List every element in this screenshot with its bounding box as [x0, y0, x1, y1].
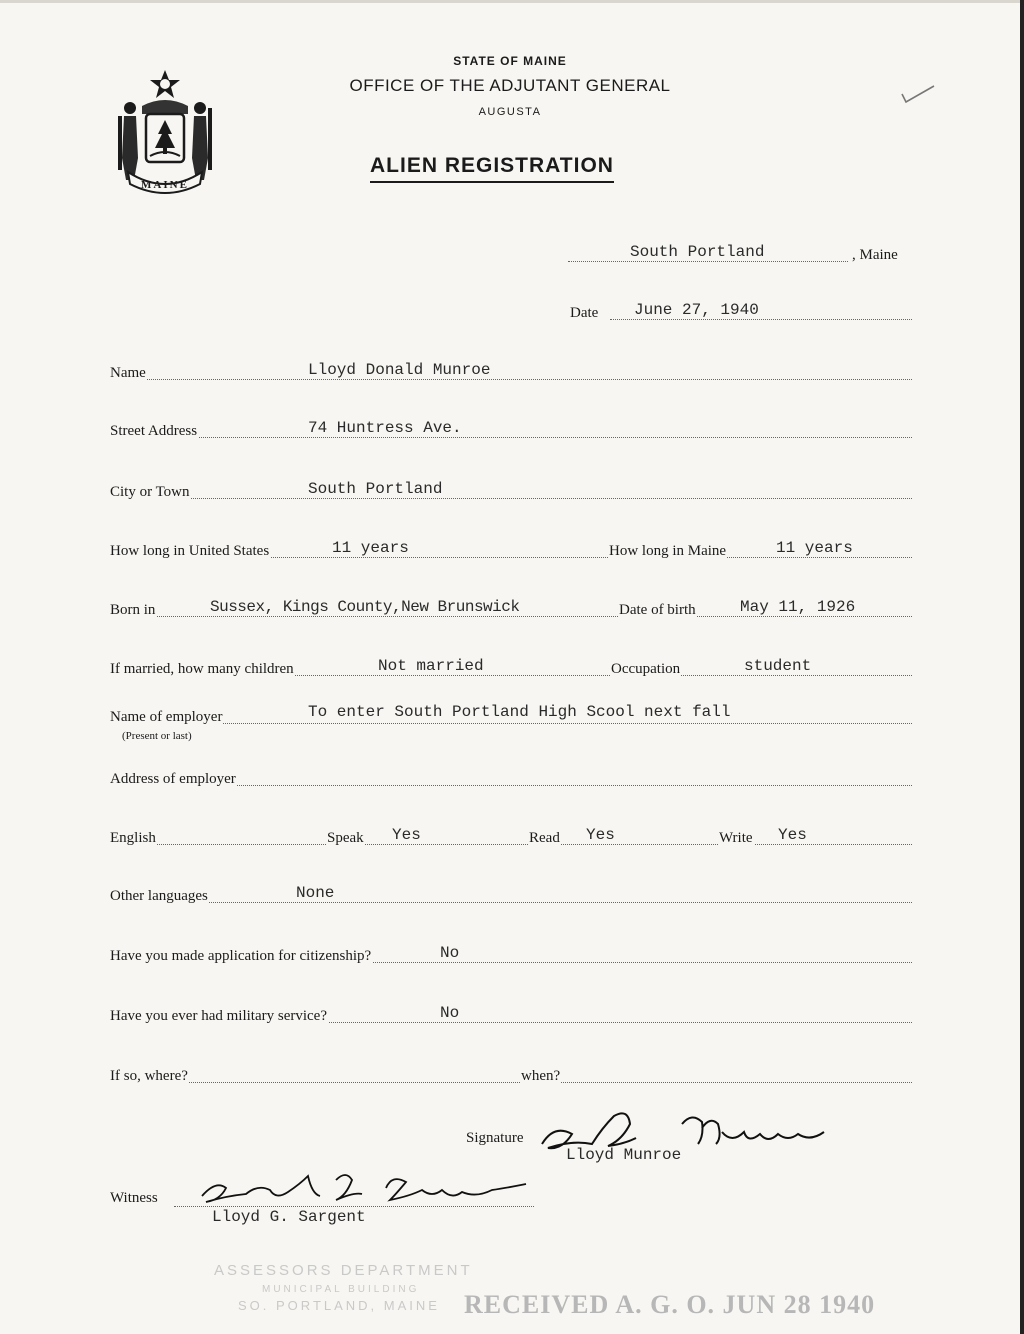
- date-of-birth-label: Date of birth: [619, 602, 696, 618]
- children-value[interactable]: Not married: [378, 657, 484, 675]
- city-value[interactable]: South Portland: [308, 480, 443, 498]
- name-value[interactable]: Lloyd Donald Munroe: [308, 361, 491, 379]
- how-long-maine-value[interactable]: 11 years: [776, 539, 853, 557]
- date-of-birth-value[interactable]: May 11, 1926: [740, 598, 856, 616]
- date-label: Date: [570, 305, 599, 321]
- header-state: STATE OF MAINE: [453, 54, 567, 68]
- married-row: [110, 658, 912, 680]
- english-label: English: [110, 830, 156, 846]
- speak-value[interactable]: Yes: [392, 826, 421, 844]
- english-row: [110, 827, 912, 849]
- header-city: AUGUSTA: [478, 106, 542, 118]
- read-label: Read: [529, 830, 560, 846]
- street-row: [110, 420, 912, 442]
- scan-edge-right: [1020, 0, 1024, 1334]
- street-line: [110, 437, 912, 438]
- born-in-value[interactable]: Sussex, Kings County,New Brunswick: [210, 598, 520, 616]
- write-label: Write: [719, 830, 753, 846]
- employer-line: [110, 723, 912, 724]
- place-suffix: , Maine: [852, 247, 898, 263]
- born-line: [110, 616, 912, 617]
- military-label: Have you ever had military service?: [110, 1008, 327, 1024]
- place-row: [110, 244, 912, 266]
- english-line: [110, 844, 912, 845]
- received-stamp: RECEIVED A. G. O. JUN 28 1940: [464, 1290, 876, 1319]
- signature-label: Signature: [466, 1130, 524, 1146]
- name-row: [110, 362, 912, 384]
- header-office: OFFICE OF THE ADJUTANT GENERAL: [349, 76, 671, 95]
- employer-row: [110, 703, 912, 742]
- born-row: [110, 599, 912, 621]
- assessors-stamp-line1: ASSESSORS DEPARTMENT: [214, 1262, 473, 1279]
- born-in-label: Born in: [110, 602, 156, 618]
- citizenship-value[interactable]: No: [440, 944, 460, 962]
- military-row: [110, 1005, 912, 1027]
- date-value[interactable]: June 27, 1940: [634, 301, 759, 319]
- assessors-stamp-line3: SO. PORTLAND, MAINE: [238, 1298, 440, 1313]
- employer-sublabel: (Present or last): [122, 730, 192, 742]
- street-label: Street Address: [110, 423, 198, 439]
- citizenship-label: Have you made application for citizenship?: [110, 948, 372, 964]
- seal-banner-text: MAINE: [141, 179, 189, 191]
- where-row: [110, 1065, 912, 1087]
- how-long-row: [110, 540, 912, 562]
- how-long-us-label: How long in United States: [110, 543, 270, 559]
- children-label: If married, how many children: [110, 661, 294, 677]
- citizenship-row: [110, 945, 912, 967]
- city-label: City or Town: [110, 484, 190, 500]
- employer-address-row: [110, 768, 912, 790]
- city-line: [110, 498, 912, 499]
- name-line: [110, 379, 912, 380]
- occupation-label: Occupation: [611, 661, 681, 677]
- where-label: If so, where?: [110, 1068, 188, 1084]
- place-value[interactable]: South Portland: [630, 243, 765, 261]
- place-line: [568, 261, 848, 262]
- witness-label: Witness: [110, 1190, 158, 1206]
- occupation-value[interactable]: student: [744, 657, 812, 675]
- name-label: Name: [110, 365, 146, 381]
- speak-label: Speak: [327, 830, 364, 846]
- scan-edge-top: [0, 0, 1024, 3]
- witness-typed-name: Lloyd G. Sargent: [212, 1208, 366, 1226]
- witness-signature: [196, 1166, 532, 1210]
- read-value[interactable]: Yes: [586, 826, 615, 844]
- date-row: [110, 302, 912, 324]
- when-label: when?: [521, 1068, 561, 1084]
- signature-typed-name: Lloyd Munroe: [566, 1146, 682, 1164]
- employer-label: Name of employer: [110, 709, 223, 725]
- where-line: [110, 1082, 912, 1083]
- date-line: [610, 319, 912, 320]
- employer-address-label: Address of employer: [110, 771, 236, 787]
- city-row: [110, 481, 912, 503]
- other-languages-line: [110, 902, 912, 903]
- other-languages-label: Other languages: [110, 888, 208, 904]
- street-value[interactable]: 74 Huntress Ave.: [308, 419, 462, 437]
- check-mark-icon: [898, 82, 938, 106]
- how-long-us-value[interactable]: 11 years: [332, 539, 409, 557]
- assessors-stamp-line2: MUNICIPAL BUILDING: [262, 1284, 420, 1295]
- military-value[interactable]: No: [440, 1004, 460, 1022]
- write-value[interactable]: Yes: [778, 826, 807, 844]
- other-languages-row: [110, 885, 912, 907]
- how-long-maine-label: How long in Maine: [609, 543, 727, 559]
- other-languages-value[interactable]: None: [296, 884, 335, 902]
- employer-value[interactable]: To enter South Portland High Scool next fall: [308, 703, 731, 721]
- form-title: ALIEN REGISTRATION: [370, 154, 614, 183]
